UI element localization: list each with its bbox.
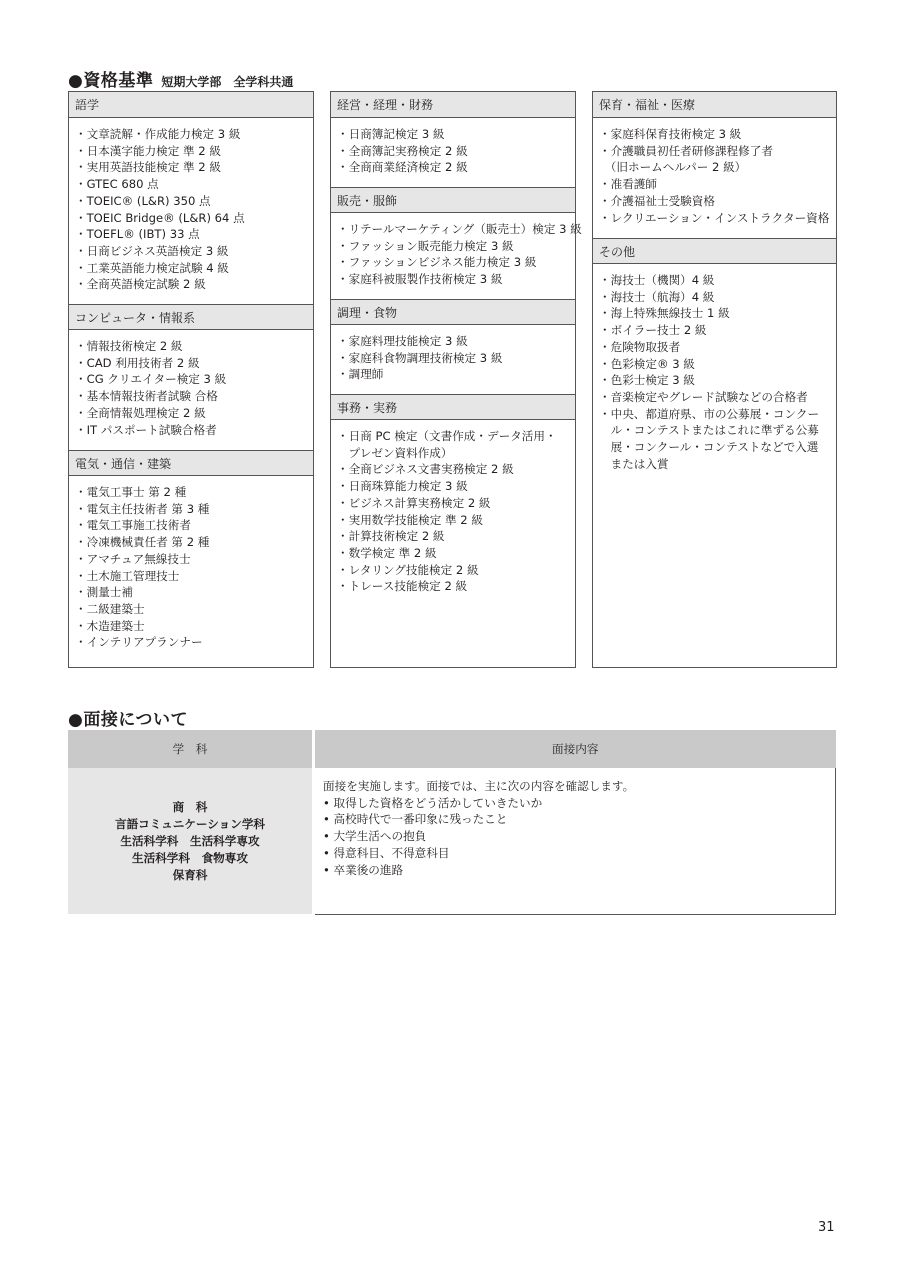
list-item: ・色彩検定® 3 級 [599,356,695,371]
category-header: 電気・通信・建築 [69,450,313,476]
list-item: ・全商英語検定試験 2 級 [75,277,206,292]
qualifications-title: ●資格基準 [68,71,154,91]
department-name: 保育科 [172,867,208,882]
list-item: ・GTEC 680 点 [75,177,159,192]
category-list [331,325,575,394]
page-number: 31 [818,1220,835,1235]
list-item: ・色彩士検定 3 級 [599,373,695,388]
list-item: ・電気主任技術者 第 3 種 [75,501,210,516]
interview-point: • 卒業後の進路 [323,862,404,877]
list-item: ・アマチュア無線技士 [75,551,191,566]
list-item: ・工業英語能力検定試験 4 級 [75,260,229,275]
category-header: その他 [593,238,836,264]
list-item: ・家庭料理技能検定 3 級 [337,334,468,348]
department-cell [68,768,314,914]
list-item: ・音楽検定やグレード試験などの合格者 [599,389,808,404]
department-name: 生活科学科 食物専攻 [132,850,248,865]
list-item: ・数学検定 準 2 級 [337,545,437,560]
table-header-row [68,730,836,768]
list-item: ・ボイラー技士 2 級 [599,323,707,338]
list-item: ・全商情報処理検定 2 級 [75,405,206,420]
list-item: ・中央、都道府県、市の公募展・コンクー [599,406,820,421]
category-list [331,213,582,299]
qualification-column-2 [330,91,582,668]
list-item: ・文章読解・作成能力検定 3 級 [75,127,241,141]
list-item: ・CAD 利用技術者 2 級 [75,355,200,370]
category-list [593,264,836,480]
interview-point: • 取得した資格をどう活かしていきたいか [323,795,543,810]
list-item: ・計算技術検定 2 級 [337,529,445,544]
interview-intro: 面接を実施します。面接では、主に次の内容を確認します。 [323,779,635,793]
interview-content-cell [314,768,836,914]
list-item: ・家庭科食物調理技術検定 3 級 [337,350,503,365]
list-item: ・IT パスポート試験合格者 [75,422,217,437]
interview-point: • 大学生活への抱負 [323,829,427,844]
category-header: 保育・福祉・医療 [593,92,836,118]
header-interview-content: 面接内容 [314,730,836,768]
interview-title: ●面接について [68,710,188,730]
department-name: 言語コミュニケーション学科 [114,816,266,831]
list-item: ・家庭科被服製作技術検定 3 級 [337,272,503,287]
list-item: ・TOEIC® (L&R) 350 点 [75,193,211,208]
list-item: ・TOEIC Bridge® (L&R) 64 点 [75,210,245,225]
category-header: 調理・食物 [331,299,575,325]
interview-heading [68,705,188,730]
category-header: 語学 [69,92,313,118]
list-item: ・ビジネス計算実務検定 2 級 [337,495,491,510]
category-header: 事務・実務 [331,394,575,420]
category-header: 経営・経理・財務 [331,92,575,118]
category-list [331,118,575,187]
list-item: ・レタリング技能検定 2 級 [337,562,479,577]
list-item: ・調理師 [337,367,384,382]
category-list [69,118,313,304]
list-item: ・木造建築士 [75,618,145,633]
department-name: 商 科 [172,799,208,814]
list-item: ・日商珠算能力検定 3 級 [337,479,468,494]
interview-table [68,730,836,915]
list-item: ・全商ビジネス文書実務検定 2 級 [337,462,514,477]
list-item: ・全商商業経済検定 2 級 [337,160,468,175]
list-item: ・電気工事士 第 2 種 [75,485,187,499]
list-item: ・海技士（機関）4 級 [599,273,715,287]
qualifications-subtitle: 短期大学部 全学科共通 [161,75,294,89]
list-item: ・測量士補 [75,585,133,600]
list-item: ・トレース技能検定 2 級 [337,579,468,594]
list-item: ・基本情報技術者試験 合格 [75,389,218,404]
qualification-column-3 [592,91,837,668]
category-list [69,330,313,450]
list-item: ・危険物取扱者 [599,339,681,354]
list-item: ・日商簿記検定 3 級 [337,127,445,141]
list-item: ・土木施工管理技士 [75,568,180,583]
list-item: （旧ホームヘルパー 2 級） [599,160,747,175]
list-item: ・電気工事施工技術者 [75,518,191,533]
table-row [68,768,836,914]
list-item: ・実用数学技能検定 準 2 級 [337,512,483,527]
list-item: ・日本漢字能力検定 準 2 級 [75,143,221,158]
category-header: コンピュータ・情報系 [69,304,313,330]
list-item: ・家庭科保育技術検定 3 級 [599,127,742,141]
list-item: ・冷凍機械責任者 第 2 種 [75,535,210,550]
list-item: ・リテールマーケティング（販売士）検定 3 級 [337,222,582,236]
list-item: ル・コンテストまたはこれに準ずる公募 [599,423,819,438]
list-item: 展・コンクール・コンテストなどで入選 [599,440,819,455]
list-item: ・海上特殊無線技士 1 級 [599,306,730,321]
list-item: ・全商簿記実務検定 2 級 [337,143,468,158]
category-list [69,476,313,659]
list-item: ・日商 PC 検定（文書作成・データ活用・ [337,429,557,443]
list-item: ・介護職員初任者研修課程修了者 [599,143,773,158]
list-item: ・日商ビジネス英語検定 3 級 [75,243,229,258]
list-item: ・海技士（航海）4 級 [599,289,715,304]
category-list [331,420,575,603]
list-item: ・介護福祉士受験資格 [599,193,715,208]
list-item: ・TOEFL® (IBT) 33 点 [75,227,200,242]
department-name: 生活科学科 生活科学専攻 [120,833,260,848]
list-item: ・インテリアプランナー [75,635,203,650]
list-item: ・レクリエーション・インストラクター資格 [599,210,830,225]
interview-point: • 高校時代で一番印象に残ったこと [323,812,508,827]
interview-point: • 得意科目、不得意科目 [323,845,450,860]
qualification-column-1 [68,91,314,668]
list-item: ・実用英語技能検定 準 2 級 [75,160,221,175]
header-department: 学 科 [68,730,314,768]
list-item: または入賞 [599,456,669,471]
category-header: 販売・服飾 [331,187,575,213]
category-list [593,118,836,238]
list-item: ・二級建築士 [75,601,145,616]
list-item: プレゼン資料作成） [337,445,453,460]
list-item: ・ファッション販売能力検定 3 級 [337,238,514,253]
list-item: ・情報技術検定 2 級 [75,339,183,353]
qualifications-heading [68,66,293,91]
list-item: ・CG クリエイター検定 3 級 [75,372,227,387]
list-item: ・准看護師 [599,177,657,192]
list-item: ・ファッションビジネス能力検定 3 級 [337,255,537,270]
